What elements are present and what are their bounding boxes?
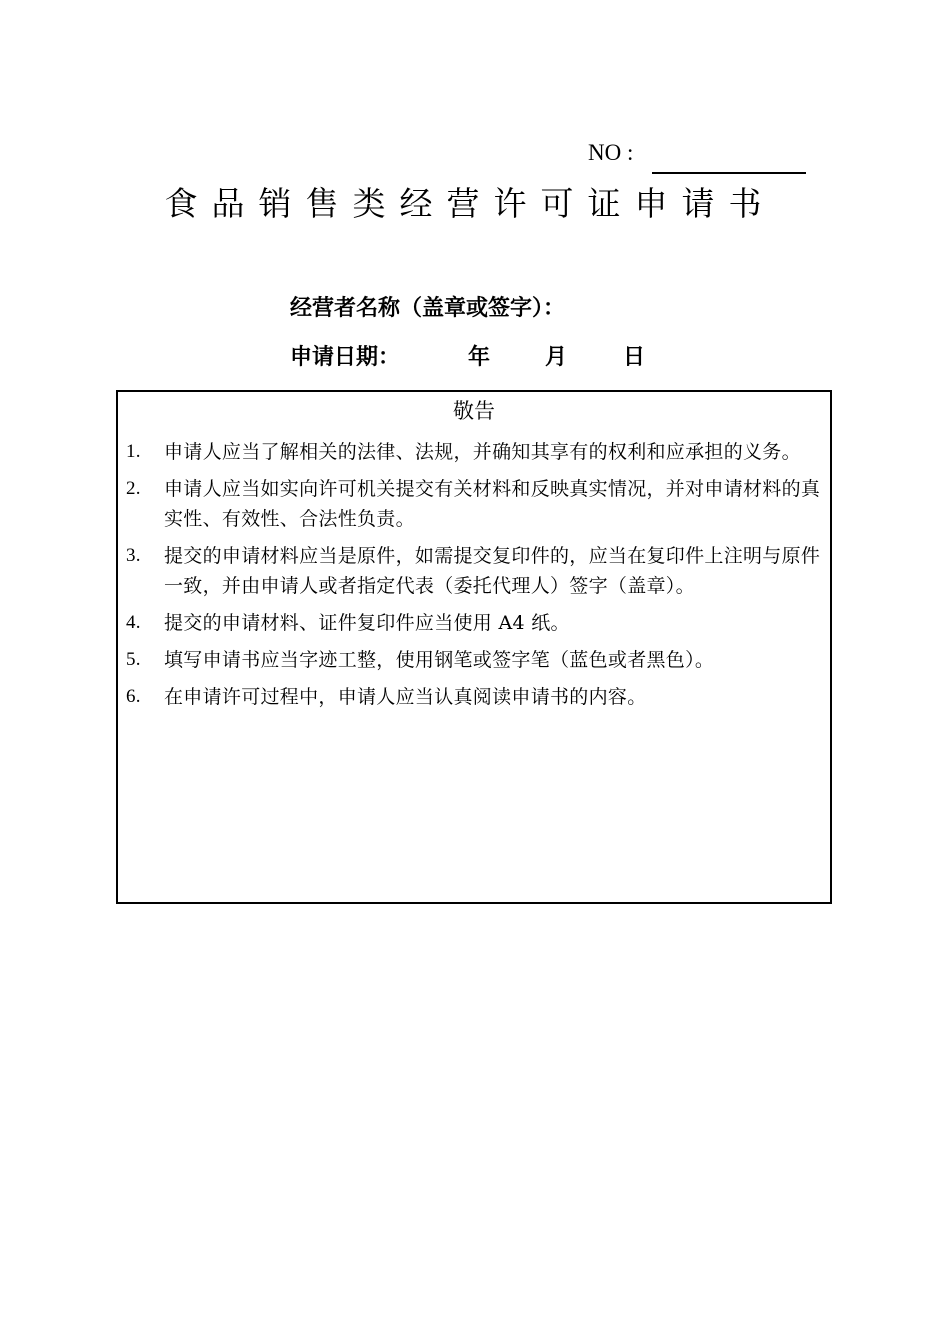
notice-title: 敬告 (453, 399, 495, 423)
notice-item-text: 申请人应当如实向许可机关提交有关材料和反映真实情况，并对申请材料的真实性、有效性、合法性负责。 (164, 478, 821, 530)
serial-number-label (588, 138, 633, 168)
notice-box (116, 390, 832, 904)
notice-item-number: 3. (126, 545, 141, 566)
notice-item-text: 填写申请书应当字迹工整，使用钢笔或签字笔（蓝色或者黑色）。 (164, 649, 715, 671)
notice-item (126, 682, 826, 712)
notice-item-number: 1. (126, 441, 141, 462)
application-date-label: 申请日期： (290, 345, 401, 370)
notice-item-text: 在申请许可过程中，申请人应当认真阅读申请书的内容。 (164, 686, 647, 708)
year-label: 年 (468, 345, 491, 370)
notice-item-text: 申请人应当了解相关的法律、法规，并确知其享有的权利和应承担的义务。 (164, 441, 801, 463)
notice-item-number: 4. (126, 612, 141, 633)
month-label: 月 (545, 345, 568, 370)
notice-item (126, 437, 826, 467)
serial-number-field[interactable] (652, 172, 806, 174)
notice-list (126, 437, 826, 719)
operator-name-label: 经营者名称（盖章或签字）： (290, 296, 566, 321)
notice-item-number: 5. (126, 649, 141, 670)
day-label: 日 (623, 345, 646, 370)
notice-item (126, 608, 826, 638)
notice-item-number: 2. (126, 478, 141, 499)
document-title: 食品销售类经营许可证申请书 (164, 184, 776, 223)
notice-item-number: 6. (126, 686, 141, 707)
notice-item (126, 541, 826, 601)
operator-name-field (290, 294, 565, 324)
serial-number-text: NO : (588, 140, 634, 165)
notice-item (126, 474, 826, 534)
notice-item-text: 提交的申请材料、证件复印件应当使用 A4 纸。 (164, 612, 570, 634)
application-date-field (290, 343, 690, 373)
notice-item (126, 645, 826, 675)
notice-item-text: 提交的申请材料应当是原件，如需提交复印件的，应当在复印件上注明与原件一致，并由申请人或者指定代表（委托代理人）签字（盖章）。 (164, 545, 821, 597)
